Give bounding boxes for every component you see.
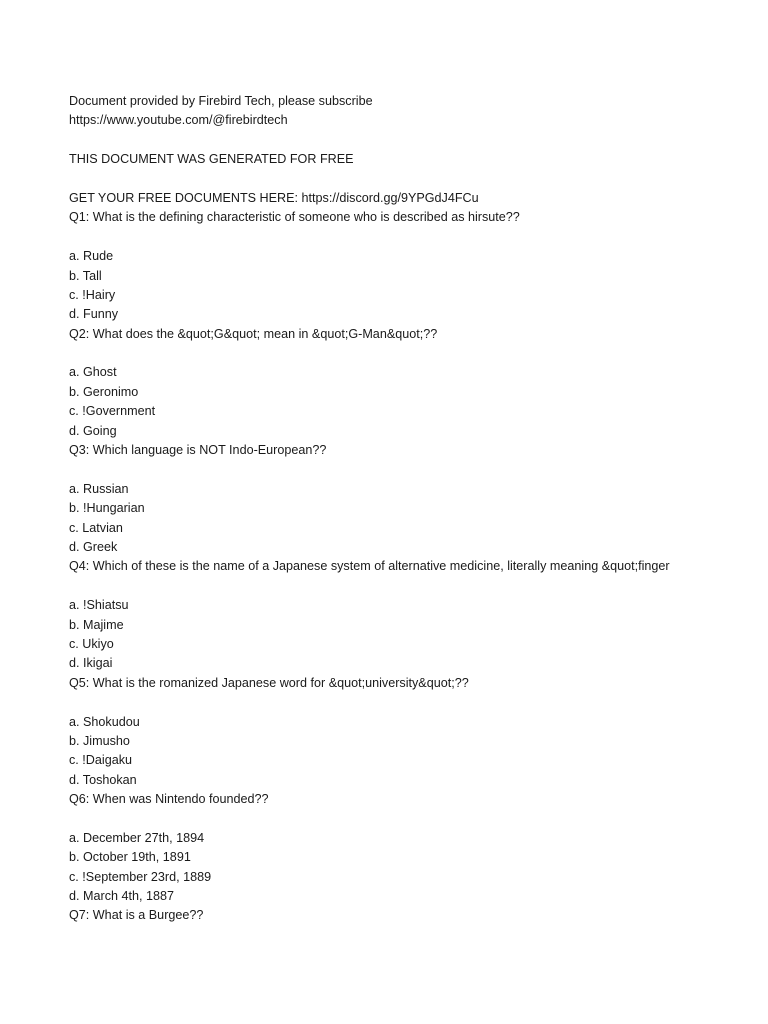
question-text: Q4: Which of these is the name of a Japanese system of alternative medicine, literally meaning &quot;finger xyxy=(69,559,670,574)
answer-option: d. Greek xyxy=(69,539,118,554)
answer-option: d. Funny xyxy=(69,307,119,322)
answer-option: a. Ghost xyxy=(69,365,117,380)
answer-option: b. !Hungarian xyxy=(69,501,145,516)
question-block xyxy=(69,790,673,906)
answer-option: b. Majime xyxy=(69,617,124,632)
blank-line xyxy=(69,693,673,712)
generated-notice-line: THIS DOCUMENT WAS GENERATED FOR FREE xyxy=(69,152,354,167)
answer-option: c. !Daigaku xyxy=(69,753,132,768)
question-text: Q2: What does the &quot;G&quot; mean in &quot;G-Man&quot;?? xyxy=(69,326,438,341)
blank-line xyxy=(69,344,673,363)
answer-option: d. March 4th, 1887 xyxy=(69,889,175,904)
question-text: Q6: When was Nintendo founded?? xyxy=(69,792,269,807)
blank-line xyxy=(69,809,673,828)
answer-option: a. Rude xyxy=(69,249,114,264)
channel-url-line: https://www.youtube.com/@firebirdtech xyxy=(69,113,288,128)
answer-option: b. Tall xyxy=(69,268,102,283)
question-block xyxy=(69,906,673,925)
answer-option: d. Toshokan xyxy=(69,772,137,787)
question-text: Q1: What is the defining characteristic of someone who is described as hirsute?? xyxy=(69,210,520,225)
question-text: Q3: Which language is NOT Indo-European?? xyxy=(69,443,327,458)
blank-line xyxy=(69,460,673,479)
question-text: Q5: What is the romanized Japanese word for &quot;university&quot;?? xyxy=(69,675,469,690)
question-block xyxy=(69,208,673,324)
provided-by-line: Document provided by Firebird Tech, please subscribe xyxy=(69,94,373,108)
get-documents-line: GET YOUR FREE DOCUMENTS HERE: https://discord.gg/9YPGdJ4FCu xyxy=(69,190,479,205)
answer-option: d. Going xyxy=(69,423,117,438)
blank-line xyxy=(69,170,673,189)
answer-option: b. Geronimo xyxy=(69,384,139,399)
answer-option: b. Jimusho xyxy=(69,733,130,748)
question-block xyxy=(69,325,673,441)
answer-option: a. December 27th, 1894 xyxy=(69,830,205,845)
answer-option: a. Russian xyxy=(69,481,129,496)
document-text xyxy=(69,92,673,926)
blank-line xyxy=(69,131,673,150)
answer-option: b. October 19th, 1891 xyxy=(69,850,191,865)
blank-line xyxy=(69,577,673,596)
blank-line xyxy=(69,228,673,247)
answer-option: d. Ikigai xyxy=(69,656,113,671)
answer-option: a. Shokudou xyxy=(69,714,140,729)
answer-option: c. !Hairy xyxy=(69,287,116,302)
answer-option: c. Latvian xyxy=(69,520,123,535)
question-text: Q7: What is a Burgee?? xyxy=(69,908,204,923)
answer-option: c. !September 23rd, 1889 xyxy=(69,869,212,884)
answer-option: a. !Shiatsu xyxy=(69,598,129,613)
question-block xyxy=(69,557,673,673)
answer-option: c. Ukiyo xyxy=(69,636,114,651)
question-block xyxy=(69,674,673,790)
answer-option: c. !Government xyxy=(69,404,156,419)
question-block xyxy=(69,441,673,557)
